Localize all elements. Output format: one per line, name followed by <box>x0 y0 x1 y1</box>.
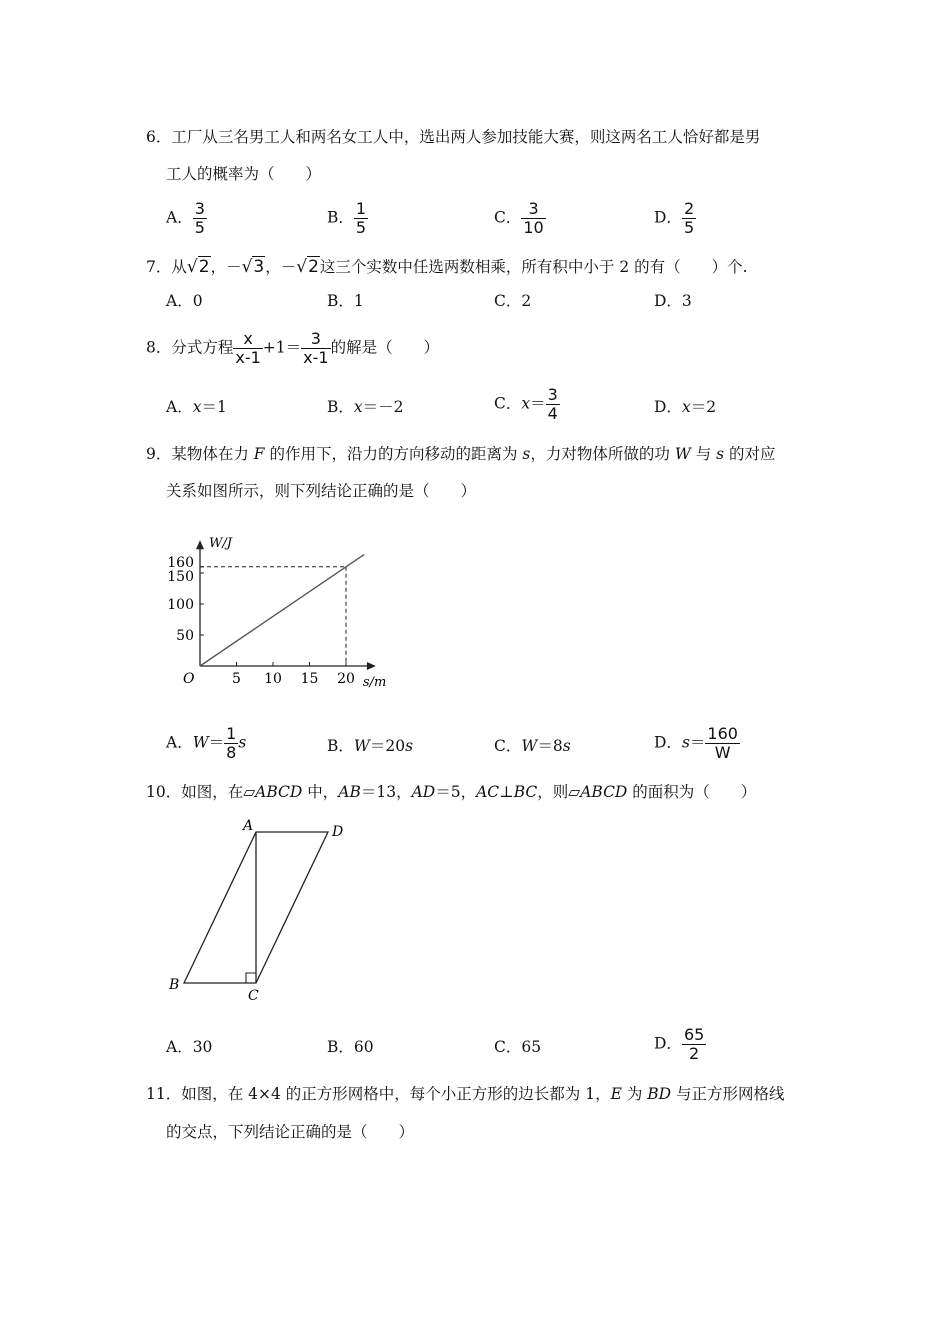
y-tick-label-150: 150 <box>167 569 194 585</box>
q9-option-c: C．W＝8s <box>494 737 571 755</box>
sqrt-2-b: √2 <box>296 257 319 277</box>
q7-option-b: B．1 <box>327 292 364 310</box>
chart-axes <box>183 536 386 690</box>
q9-option-d: D．s＝ $\frac{160}{W}$ <box>654 724 738 762</box>
q8-option-a: A．x＝1 <box>166 398 227 416</box>
q8-stem: 8．分式方程 $\frac{x}{x-1}$ +1＝ $\frac{3}{x-1}$ 的解是（ ） <box>146 329 440 367</box>
q10-option-c: C．65 <box>494 1038 542 1056</box>
q7-option-a: A．0 <box>166 292 203 310</box>
x-tick-label-20: 20 <box>337 671 355 687</box>
q9-work-distance-chart <box>167 508 400 693</box>
q7-option-c: C．2 <box>494 292 532 310</box>
q10-stem: 10．如图，在▱ABCD 中，AB＝13，AD＝5，AC⊥BC，则▱ABCD 的面积为（ ） <box>146 783 757 801</box>
q7-stem: 7．从√2，－√3，－√2这三个实数中任选两数相乘，所有积中小于 2 的有（ ）个. <box>146 257 748 277</box>
vertex-label-d: D <box>332 824 344 840</box>
q10-option-b: B．60 <box>327 1038 374 1056</box>
chart-ticks <box>167 555 355 687</box>
q6-option-d: D． $\frac{2}{5}$ <box>654 199 695 237</box>
q11-stem-line2: 的交点，下列结论正确的是（ ） <box>166 1123 415 1141</box>
sqrt-2: √2 <box>186 257 210 277</box>
q9-stem-line2: 关系如图所示，则下列结论正确的是（ ） <box>166 482 477 500</box>
q11-stem-line1: 11．如图，在 4×4 的正方形网格中，每个小正方形的边长都为 1，E 为 BD 与正方形网格线 <box>146 1085 785 1103</box>
q9-option-b: B．W＝20s <box>327 737 414 755</box>
y-tick-label-160: 160 <box>167 554 194 571</box>
y-tick-label-100: 100 <box>167 597 194 613</box>
y-axis-label: W/J <box>209 536 232 552</box>
y-axis-arrow <box>196 540 204 549</box>
x-axis-label: s/m <box>362 675 387 690</box>
chart-series <box>200 554 364 666</box>
q10-option-a: A．30 <box>166 1038 213 1056</box>
q6-stem-line2: 工人的概率为（ ） <box>166 165 322 183</box>
y-tick-label-50: 50 <box>176 628 194 644</box>
x-tick-label-15: 15 <box>300 671 319 687</box>
q8-option-c: C．x＝ $\frac{3}{4}$ <box>494 385 558 423</box>
x-tick-label-5: 5 <box>232 671 241 687</box>
x-axis-arrow <box>367 662 376 670</box>
q9-option-a: A．W＝ $\frac{1}{8}$ s <box>166 724 247 762</box>
q9-stem-line1: 9．某物体在力 F 的作用下，沿力的方向移动的距离为 s，力对物体所做的功 W 与 s 的对应 <box>146 445 776 463</box>
origin-label: O <box>183 671 195 687</box>
q6-option-a: A． $\frac{3}{5}$ <box>166 199 205 237</box>
q7-option-d: D．3 <box>654 292 692 310</box>
q6-option-b: B． $\frac{1}{5}$ <box>327 199 367 237</box>
q8-option-b: B．x＝－2 <box>327 398 404 416</box>
q6-option-c: C． $\frac{3}{10}$ <box>494 199 544 237</box>
sqrt-3: √3 <box>241 257 265 277</box>
right-angle-mark <box>246 973 256 983</box>
vertex-label-b: B <box>169 977 180 993</box>
q6-stem-line1: 6．工厂从三名男工人和两名女工人中，选出两人参加技能大赛，则这两名工人恰好都是男 <box>146 128 761 146</box>
vertex-label-a: A <box>243 818 254 834</box>
series-line-w-vs-s <box>200 554 364 666</box>
q8-option-d: D．x＝2 <box>654 398 717 416</box>
q10-option-d: D． $\frac{65}{2}$ <box>654 1025 705 1063</box>
q10-parallelogram-figure <box>160 812 360 1007</box>
vertex-label-c: C <box>248 988 259 1004</box>
x-tick-label-10: 10 <box>264 671 282 687</box>
